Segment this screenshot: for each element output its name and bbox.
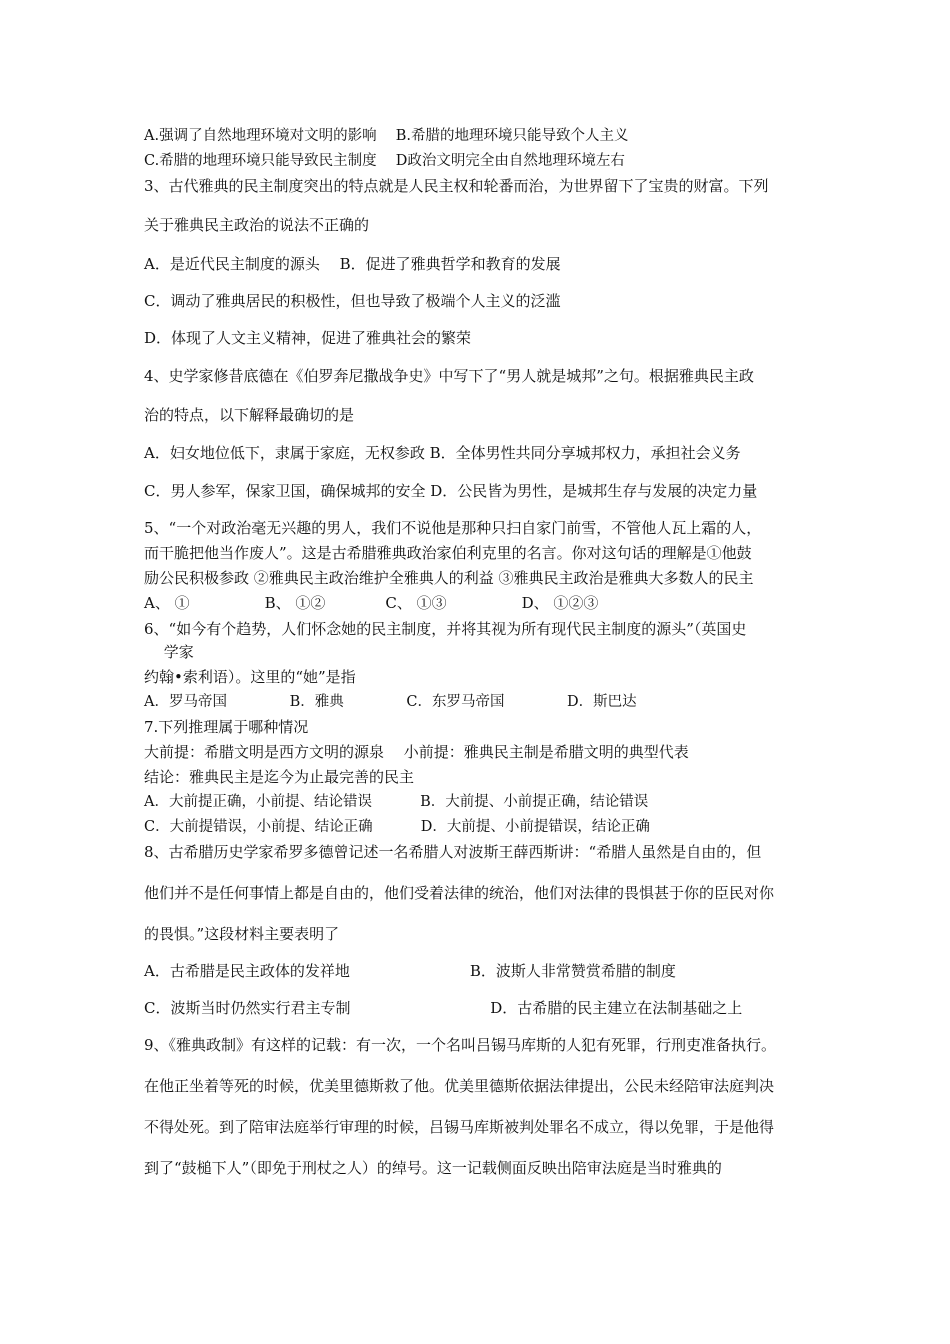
q4-stem-line1: 4、史学家修昔底德在《伯罗奔尼撒战争史》中写下了“男人就是城邦”之句。根据雅典民主政 bbox=[144, 367, 754, 385]
q2-options-cd: C.希腊的地理环境只能导致民主制度 D政治文明完全由自然地理环境左右 bbox=[144, 153, 625, 169]
q7-premises: 大前提：希腊文明是西方文明的源泉 小前提：雅典民主制是希腊文明的典型代表 bbox=[144, 743, 689, 761]
q8-stem-line2: 他们并不是任何事情上都是自由的，他们受着法律的统治，他们对法律的畏惧甚于你的臣民对你 bbox=[144, 884, 775, 902]
q4-stem-line2: 治的特点，以下解释最确切的是 bbox=[144, 406, 355, 424]
q7-conclusion: 结论：雅典民主是迄今为止最完善的民主 bbox=[144, 768, 415, 786]
q2-options-ab: A.强调了自然地理环境对文明的影响 B.希腊的地理环境只能导致个人主义 bbox=[144, 128, 629, 144]
q5-stem-line3: 励公民积极参政 ②雅典民主政治维护全雅典人的利益 ③雅典民主政治是雅典大多数人的民主 bbox=[144, 569, 754, 587]
q8-options-ab: A．古希腊是民主政体的发祥地 B．波斯人非常赞赏希腊的制度 bbox=[144, 962, 676, 980]
q3-stem-line2: 关于雅典民主政治的说法不正确的 bbox=[144, 216, 370, 234]
q5-options: A、 ① B、 ①② C、 ①③ D、 ①②③ bbox=[144, 594, 599, 612]
q9-stem-line3: 不得处死。到了陪审法庭举行审理的时候，吕锡马库斯被判处罪名不成立，得以免罪，于是他得 bbox=[144, 1118, 775, 1136]
q9-stem-line2: 在他正坐着等死的时候，优美里德斯救了他。优美里德斯依据法律提出，公民未经陪审法庭判决 bbox=[144, 1077, 775, 1095]
q8-stem-line1: 8、古希腊历史学家希罗多德曾记述一名希腊人对波斯王薛西斯讲：“希腊人虽然是自由的，但 bbox=[144, 843, 762, 861]
q3-stem-line1: 3、古代雅典的民主制度突出的特点就是人民主权和轮番而治，为世界留下了宝贵的财富。下列 bbox=[144, 177, 769, 195]
q8-options-cd: C．波斯当时仍然实行君主专制 D．古希腊的民主建立在法制基础之上 bbox=[144, 999, 743, 1017]
q9-stem-line1: 9、《雅典政制》有这样的记载：有一次，一个名叫吕锡马库斯的人犯有死罪，行刑吏准备执行。 bbox=[144, 1036, 777, 1054]
q7-stem: 7.下列推理属于哪种情况 bbox=[144, 718, 309, 736]
q5-stem-line1: 5、“一个对政治毫无兴趣的男人，我们不说他是那种只扫自家门前雪，不管他人瓦上霜的人， bbox=[144, 519, 762, 537]
q8-stem-line3: 的畏惧。”这段材料主要表明了 bbox=[144, 925, 340, 943]
q9-stem-line4: 到了“鼓槌下人”（即免于刑杖之人）的绰号。这一记载侧面反映出陪审法庭是当时雅典的 bbox=[144, 1159, 722, 1177]
q5-stem-line2: 而干脆把他当作废人”。这是古希腊雅典政治家伯利克里的名言。你对这句话的理解是①他鼓 bbox=[144, 544, 752, 562]
q3-options-ab: A．是近代民主制度的源头 B．促进了雅典哲学和教育的发展 bbox=[144, 255, 561, 273]
q6-stem-line3: 约翰•索利语）。这里的“她”是指 bbox=[144, 668, 356, 686]
q4-options-ab: A．妇女地位低下，隶属于家庭，无权参政 B．全体男性共同分享城邦权力，承担社会义务 bbox=[144, 444, 741, 462]
q6-options: A．罗马帝国 B．雅典 C．东罗马帝国 D．斯巴达 bbox=[144, 694, 637, 710]
q6-stem-line1: 6、“如今有个趋势，人们怀念她的民主制度，并将其视为所有现代民主制度的源头”（英国史 bbox=[144, 620, 747, 638]
q7-options-cd: C．大前提错误，小前提、结论正确 D．大前提、小前提错误，结论正确 bbox=[144, 819, 650, 835]
q4-options-cd: C．男人参军，保家卫国，确保城邦的安全 D．公民皆为男性，是城邦生存与发展的决定力量 bbox=[144, 482, 758, 500]
q6-stem-line2: 学家 bbox=[144, 643, 194, 661]
q3-option-c: C．调动了雅典居民的积极性，但也导致了极端个人主义的泛滥 bbox=[144, 292, 561, 310]
q7-options-ab: A．大前提正确，小前提、结论错误 B．大前提、小前提正确，结论错误 bbox=[144, 794, 649, 810]
q3-option-d: D．体现了人文主义精神，促进了雅典社会的繁荣 bbox=[144, 329, 472, 347]
